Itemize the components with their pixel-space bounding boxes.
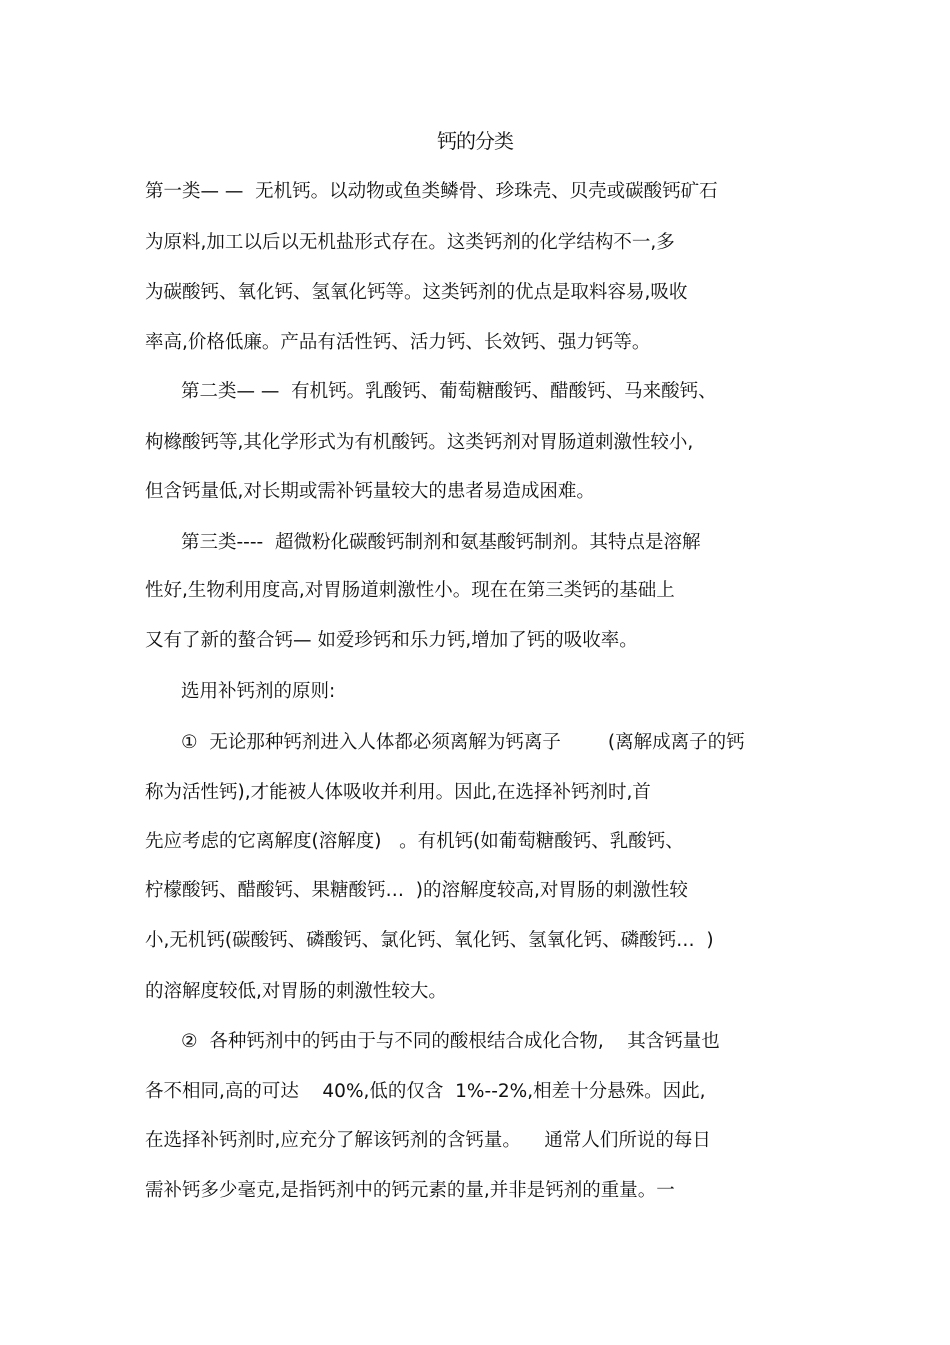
paragraph-line: 在选择补钙剂时,应充分了解该钙剂的含钙量。 通常人们所说的每日 <box>145 1130 711 1151</box>
paragraph-line: 为碳酸钙、氧化钙、氢氧化钙等。这类钙剂的优点是取料容易,吸收 <box>145 282 688 303</box>
paragraph-line: 性好,生物利用度高,对胃肠道刺激性小。现在在第三类钙的基础上 <box>145 580 675 601</box>
paragraph-line: 第一类— — 无机钙。以动物或鱼类鳞骨、珍珠壳、贝壳或碳酸钙矿石 <box>145 181 718 202</box>
paragraph-line: 但含钙量低,对长期或需补钙量较大的患者易造成困难。 <box>145 481 595 502</box>
paragraph-line: 第二类— — 有机钙。乳酸钙、葡萄糖酸钙、醋酸钙、马来酸钙、 <box>181 381 717 402</box>
paragraph-line: 各不相同,高的可达 40%,低的仅含 1%--2%,相差十分悬殊。因此, <box>145 1081 706 1102</box>
paragraph-line: 需补钙多少毫克,是指钙剂中的钙元素的量,并非是钙剂的重量。一 <box>145 1180 675 1201</box>
section-heading: 选用补钙剂的原则: <box>181 681 336 702</box>
paragraph-line: 柠檬酸钙、醋酸钙、果糖酸钙… )的溶解度较高,对胃肠的刺激性较 <box>145 880 688 901</box>
paragraph-line: 为原料,加工以后以无机盐形式存在。这类钙剂的化学结构不一,多 <box>145 232 675 253</box>
page-title: 钙的分类 <box>437 129 513 153</box>
paragraph-line: ② 各种钙剂中的钙由于与不同的酸根结合成化合物, 其含钙量也 <box>181 1031 720 1052</box>
paragraph-line: 先应考虑的它离解度(溶解度) 。有机钙(如葡萄糖酸钙、乳酸钙、 <box>145 831 684 852</box>
paragraph-line: ① 无论那种钙剂进入人体都必须离解为钙离子 (离解成离子的钙 <box>181 732 745 753</box>
paragraph-line: 小,无机钙(碳酸钙、磷酸钙、氯化钙、氧化钙、氢氧化钙、磷酸钙… ) <box>145 930 714 951</box>
paragraph-line: 又有了新的螯合钙— 如爱珍钙和乐力钙,增加了钙的吸收率。 <box>145 630 638 651</box>
paragraph-line: 枸橼酸钙等,其化学形式为有机酸钙。这类钙剂对胃肠道刺激性较小, <box>145 432 694 453</box>
paragraph-line: 率高,价格低廉。产品有活性钙、活力钙、长效钙、强力钙等。 <box>145 332 651 353</box>
paragraph-line: 称为活性钙),才能被人体吸收并利用。因此,在选择补钙剂时,首 <box>145 782 651 803</box>
paragraph-line: 的溶解度较低,对胃肠的刺激性较大。 <box>145 981 447 1002</box>
paragraph-line: 第三类---- 超微粉化碳酸钙制剂和氨基酸钙制剂。其特点是溶解 <box>181 532 701 553</box>
